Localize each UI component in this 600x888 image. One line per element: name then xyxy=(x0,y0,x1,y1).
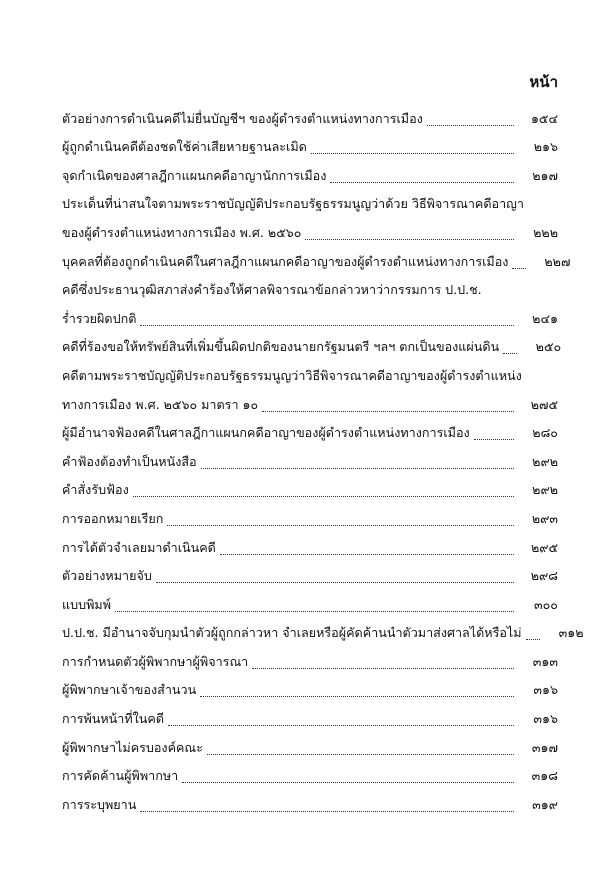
dot-leader xyxy=(140,324,514,326)
dot-leader xyxy=(207,753,514,755)
entry-page-number: ๓๑๙ xyxy=(532,796,558,812)
toc-entry xyxy=(62,329,562,358)
entry-title: บุคคลที่ต้องถูกดำเนินคดีในศาลฎีกาแผนกคดีอาญาของผู้ดำรงตำแหน่งทางการเมือง xyxy=(62,253,509,269)
dot-leader xyxy=(220,553,514,555)
entry-page-number: ๒๙๒ xyxy=(532,482,558,498)
dot-leader xyxy=(167,524,514,526)
entry-title: การกำหนดตัวผู้พิพากษาผู้พิจารณา xyxy=(62,653,249,669)
entry-page-number: ๒๔๑ xyxy=(532,310,558,326)
entry-title: คำสั่งรับฟ้อง xyxy=(62,482,129,498)
toc-entry xyxy=(62,272,558,301)
toc-entry xyxy=(62,214,558,243)
entry-title: ผู้พิพากษาไม่ครบองค์คณะ xyxy=(62,739,203,755)
entry-title: ผู้พิพากษาเจ้าของสำนวน xyxy=(62,682,197,698)
dot-leader xyxy=(305,238,514,240)
dot-leader xyxy=(474,438,514,440)
entry-title: ประเด็นที่น่าสนใจตามพระราชบัญญัติประกอบรัฐธรรมนูญว่าด้วย วิธีพิจารณาคดีอาญา xyxy=(62,196,524,212)
toc-entry xyxy=(62,500,558,529)
toc-entry xyxy=(62,357,558,386)
entry-page-number: ๒๕๐ xyxy=(535,339,562,355)
toc-entry xyxy=(62,386,558,415)
entry-title: คดีซึ่งประธานวุฒิสภาส่งคำร้องให้ศาลพิจารณาข้อกล่าวหาว่ากรรมการ ป.ป.ช. xyxy=(62,282,482,298)
dot-leader xyxy=(503,352,517,354)
toc-entry xyxy=(62,100,558,129)
entry-page-number: ๓๑๓ xyxy=(532,653,558,669)
entry-page-number: ๒๘๐ xyxy=(532,425,558,441)
entry-page-number: ๓๑๖ xyxy=(533,682,558,698)
entry-page-number: ๓๑๘ xyxy=(531,768,558,784)
entry-title: ทางการเมือง พ.ศ. ๒๕๖๐ มาตรา ๑๐ xyxy=(62,396,259,412)
entry-title: ผู้มีอำนาจฟ้องคดีในศาลฎีกาแผนกคดีอาญาของผู้ดำรงตำแหน่งทางการเมือง xyxy=(62,425,470,441)
dot-leader xyxy=(156,581,514,583)
entry-title: คดีตามพระราชบัญญัติประกอบรัฐธรรมนูญว่าวิธีพิจารณาคดีอาญาของผู้ดำรงตำแหน่ง xyxy=(62,367,522,383)
entry-title: ร่ำรวยผิดปกติ xyxy=(62,310,137,326)
toc-entry xyxy=(62,672,558,701)
entry-title: จุดกำเนิดของศาลฎีกาแผนกคดีอาญานักการเมือง xyxy=(62,167,327,183)
entry-title: ป.ป.ช. มีอำนาจจับกุมนำตัวผู้ถูกกล่าวหา จำเลยหรือผู้คัดค้านนำตัวมาส่งศาลได้หรือไม่ xyxy=(62,625,522,641)
entry-page-number: ๒๙๓ xyxy=(531,510,558,526)
dot-leader xyxy=(330,181,514,183)
dot-leader xyxy=(512,267,526,269)
entry-title: การคัดค้านผู้พิพากษา xyxy=(62,768,179,784)
table-of-contents xyxy=(62,100,584,815)
toc-entry xyxy=(62,586,558,615)
entry-page-number: ๒๗๕ xyxy=(530,396,558,412)
entry-page-number: ๑๕๔ xyxy=(530,110,558,126)
dot-leader xyxy=(115,610,514,612)
entry-page-number: ๓๑๖ xyxy=(533,711,558,727)
toc-entry xyxy=(62,300,558,329)
dot-leader xyxy=(262,410,514,412)
entry-page-number: ๒๒๗ xyxy=(544,253,571,269)
entry-title: การพ้นหน้าที่ในคดี xyxy=(62,711,165,727)
toc-entry xyxy=(62,615,584,644)
toc-entry xyxy=(62,157,558,186)
dot-leader xyxy=(427,124,514,126)
entry-title: คำฟ้องต้องทำเป็นหนังสือ xyxy=(62,453,197,469)
entry-page-number: ๓๑๒ xyxy=(558,625,584,641)
dot-leader xyxy=(526,638,540,640)
entry-page-number: ๒๙๒ xyxy=(532,453,558,469)
entry-page-number: ๒๑๗ xyxy=(532,167,558,183)
entry-title: ผู้ถูกดำเนินคดีต้องชดใช้ค่าเสียหายฐานละเมิด xyxy=(62,139,307,155)
dot-leader xyxy=(200,695,514,697)
toc-entry xyxy=(62,415,558,444)
dot-leader xyxy=(133,495,514,497)
dot-leader xyxy=(140,810,514,812)
entry-title: การได้ตัวจำเลยมาดำเนินคดี xyxy=(62,539,216,555)
toc-entry xyxy=(62,186,558,215)
toc-entry xyxy=(62,700,558,729)
toc-entry xyxy=(62,758,558,787)
dot-leader xyxy=(168,724,514,726)
toc-entry xyxy=(62,529,558,558)
entry-page-number: ๓๑๗ xyxy=(531,739,558,755)
toc-entry xyxy=(62,443,558,472)
entry-title: ตัวอย่างหมายจับ xyxy=(62,568,152,584)
dot-leader xyxy=(182,781,514,783)
entry-title: คดีที่ร้องขอให้ทรัพย์สินที่เพิ่มขึ้นผิดปกติของนายกรัฐมนตรี ฯลฯ ตกเป็นของแผ่นดิน xyxy=(62,339,500,355)
page-column-header: หน้า xyxy=(529,73,558,91)
dot-leader xyxy=(311,152,514,154)
toc-entry xyxy=(62,243,571,272)
entry-page-number: ๒๙๘ xyxy=(530,568,558,584)
toc-entry xyxy=(62,558,558,587)
toc-entry xyxy=(62,643,558,672)
dot-leader xyxy=(201,467,514,469)
entry-title: แบบพิมพ์ xyxy=(62,596,112,612)
entry-page-number: ๒๙๕ xyxy=(530,539,558,555)
toc-entry xyxy=(62,129,558,158)
toc-entry xyxy=(62,786,558,815)
entry-page-number: ๒๑๖ xyxy=(533,139,558,155)
entry-title: การออกหมายเรียก xyxy=(62,510,164,526)
entry-title: การระบุพยาน xyxy=(62,796,137,812)
entry-page-number: ๓๐๐ xyxy=(534,596,558,612)
entry-title: ตัวอย่างการดำเนินคดีไม่ยื่นบัญชีฯ ของผู้ดำรงตำแหน่งทางการเมือง xyxy=(62,110,423,126)
entry-title: ของผู้ดำรงตำแหน่งทางการเมือง พ.ศ. ๒๕๖๐ xyxy=(62,224,302,240)
toc-entry xyxy=(62,472,558,501)
toc-entry xyxy=(62,729,558,758)
dot-leader xyxy=(252,667,514,669)
entry-page-number: ๒๒๒ xyxy=(533,224,558,240)
